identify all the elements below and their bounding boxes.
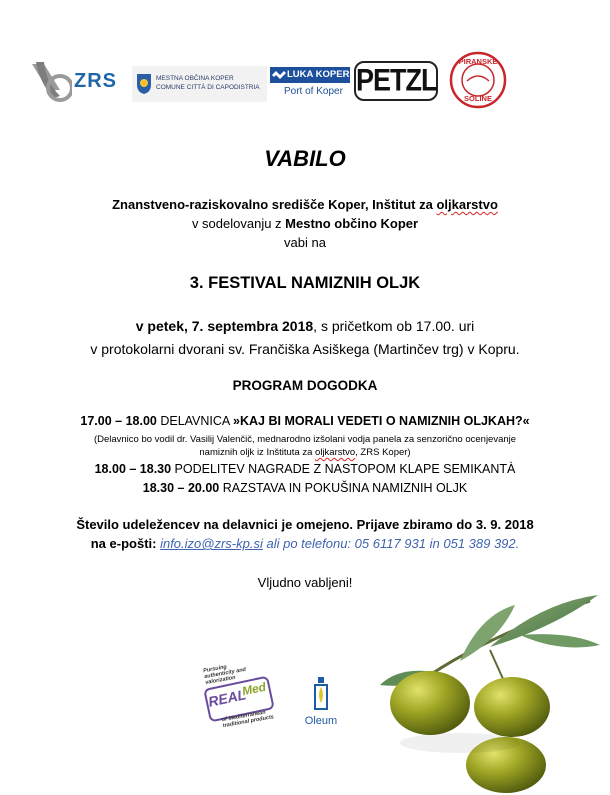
closing-text: Vljudno vabljeni!: [257, 575, 353, 590]
soline-text: SOLINE: [464, 94, 492, 103]
program-item-3: [0, 481, 610, 495]
luka-top-text: LUKA KOPER: [287, 69, 350, 80]
program-title: PROGRAM DOGODKA: [232, 378, 378, 393]
program-note-2: [0, 447, 610, 458]
page-title: VABILO: [264, 146, 346, 171]
luka-wave-icon: [272, 70, 286, 80]
zrs-mark-icon: [30, 58, 72, 104]
program-item-3-text: RAZSTAVA IN POKUŠINA NAMIZNIH OLJK: [219, 481, 468, 495]
zrs-logo: [30, 58, 120, 104]
program-note-2-post: , ZRS Koper): [355, 447, 411, 458]
oleum-logo: [298, 677, 344, 733]
program-note-2-word: oljkarstvo: [315, 447, 356, 458]
date-rest: , s pričetkom ob 17.00. uri: [313, 318, 475, 334]
program-item-1-title: »KAJ BI MORALI VEDETI O NAMIZNIH OLJKAH?«: [233, 414, 530, 428]
registration-end: .: [515, 536, 520, 551]
zrs-text: ZRS: [74, 70, 117, 92]
intro-line1: [0, 197, 610, 212]
email-link[interactable]: info.izo@zrs-kp.si: [160, 536, 263, 551]
koper-line2: COMUNE CITTÀ DI CAPODISTRIA: [156, 84, 260, 91]
intro-line1-word: oljkarstvo: [436, 197, 498, 212]
olive-2: [474, 677, 550, 737]
koper-logo: [132, 66, 267, 102]
program-item-3-time: 18.30 – 20.00: [142, 481, 220, 495]
program-note-2-text: namiznih oljk iz Inštituta za: [199, 447, 316, 458]
program-item-2-text: PODELITEV NAGRADE Z NASTOPOM KLAPE SEMIKANTÀ: [171, 462, 516, 476]
olive-1: [390, 671, 470, 735]
luka-bottom-text: Port of Koper: [284, 86, 343, 97]
piranske-text: PIRANSKE: [458, 57, 498, 66]
piranske-soline-logo: [449, 51, 507, 109]
program-item-1: [0, 414, 610, 428]
program-item-2-time: 18.00 – 18.30: [94, 462, 172, 476]
date-line1: [0, 318, 610, 334]
intro-line2: [0, 216, 610, 231]
festival-title: 3. FESTIVAL NAMIZNIH OLJK: [189, 274, 421, 292]
petzl-text: PETZL: [356, 63, 437, 98]
registration-line1: Število udeležencev na delavnici je omejeno. Prijave zbiramo do 3. 9. 2018: [76, 517, 534, 532]
realmed-real-text: REAL: [206, 686, 248, 710]
intro-line2-text: v sodelovanju z: [191, 216, 286, 231]
luka-koper-logo: [270, 67, 350, 101]
oleum-bottle-icon: [310, 677, 332, 711]
registration-line2-text: na e-pošti:: [90, 536, 161, 551]
oleum-text: Oleum: [304, 715, 338, 727]
realmed-tagline-bottom: of Mediterranean traditional products: [221, 709, 275, 730]
koper-crest-icon: [136, 73, 152, 95]
realmed-med-text: Med: [240, 679, 268, 699]
intro-line2-bold: Mestno občino Koper: [285, 216, 419, 231]
registration-line2: [0, 536, 610, 551]
realmed-tagline-top: Pursuing authenticity and valorization: [202, 664, 247, 687]
program-note-1: (Delavnico bo vodil dr. Vasilij Valenčič, mednarodno izšolani vodja panela za senzorično ocenjevanje: [93, 434, 517, 445]
koper-line1: MESTNA OBČINA KOPER: [156, 75, 234, 82]
phone-1: 05 6117 931: [354, 536, 426, 551]
intro-line3: vabi na: [284, 235, 326, 250]
phone-2: 051 389 392: [443, 536, 516, 551]
olives-branch-image: [340, 595, 602, 795]
program-item-2: [0, 462, 610, 476]
petzl-logo: [352, 58, 438, 102]
registration-in: in: [426, 536, 444, 551]
date-bold: v petek, 7. septembra 2018: [135, 318, 314, 334]
date-line2: v protokolarni dvorani sv. Frančiška Asiškega (Martinčev trg) v Kopru.: [90, 341, 520, 357]
program-item-1-time: 17.00 – 18.00: [80, 414, 157, 428]
intro-line1-text: Znanstveno-raziskovalno središče Koper, Inštitut za: [112, 197, 437, 212]
program-item-1-label: DELAVNICA: [156, 414, 234, 428]
registration-mid: ali po telefonu:: [262, 536, 355, 551]
realmed-logo: [196, 662, 286, 732]
